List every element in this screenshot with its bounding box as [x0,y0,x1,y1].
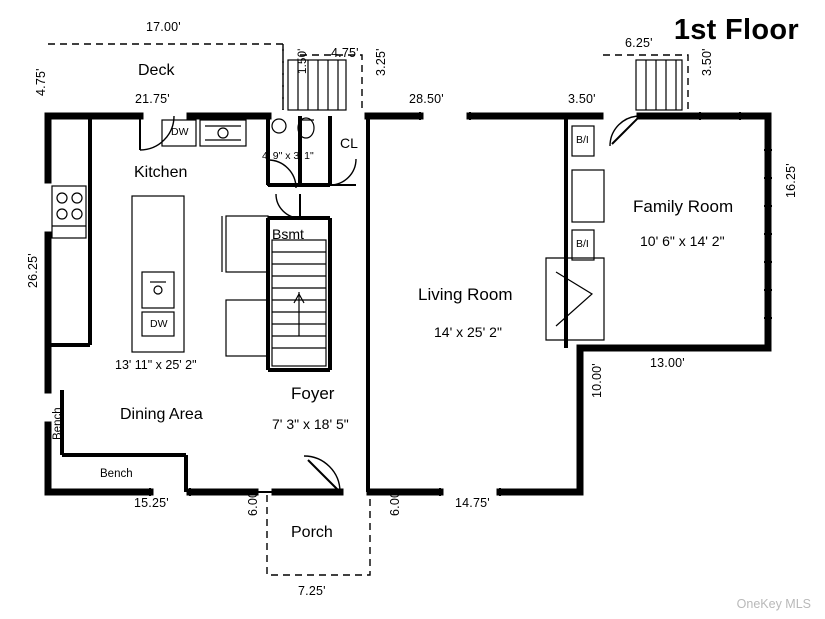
room-label-dining: Dining Area [120,406,203,423]
dim-family-bottom: 13.00' [650,356,685,370]
fixture-details [52,60,772,496]
dim-stair-small: 1.50' [297,48,309,74]
dim-family-right-top: 3.50' [700,48,714,76]
dim-porch-bottom: 7.25' [298,584,326,598]
room-label-family: Family Room [633,197,734,216]
watermark: OneKey MLS [736,597,811,611]
room-label-foyer: Foyer [291,384,335,403]
dim-living-top: 28.50' [409,92,444,106]
dim-deck-left: 4.75' [34,68,48,96]
dim-family-right: 16.25' [784,163,798,198]
dim-front-bottom: 14.75' [455,496,490,510]
dim-dining-bottom: 15.25' [134,496,169,510]
dim-deck-top: 17.00' [146,20,181,34]
fixture-dishwasher-top: DW [171,126,189,138]
dim-porch-right: 6.00' [388,488,402,516]
room-dims-foyer: 7' 3" x 18' 5" [272,416,349,432]
room-dims-living: 14' x 25' 2" [434,324,502,340]
room-label-living: Living Room [418,285,513,304]
room-dims-family: 10' 6" x 14' 2" [640,233,725,249]
fixture-bench-bottom: Bench [100,468,133,480]
room-dims-kitchen: 13' 11" x 25' 2" [115,358,197,372]
dim-living-right-lower: 10.00' [590,363,604,398]
room-label-kitchen: Kitchen [134,164,188,181]
fixture-builtin-lower: B/I [576,238,589,250]
dim-stair-width: 4.75' [331,46,359,60]
room-label-bsmt: Bsmt [272,226,304,242]
dim-left-side: 26.25' [26,253,40,288]
dim-porch-left: 6.00' [246,488,260,516]
dim-living-right-top: 3.50' [568,92,596,106]
fixture-bench-left: Bench [52,407,64,440]
room-label-cl: CL [340,135,358,151]
dim-kitchen-top: 21.75' [135,92,170,106]
fixture-dishwasher-island: DW [150,318,168,330]
dim-stair-right: 3.25' [374,48,388,76]
page-title: 1st Floor [673,14,799,46]
dim-family-top: 6.25' [625,36,653,50]
room-label-deck: Deck [138,62,175,79]
room-dims-bath: 4' 9" x 3' 1" [262,150,314,162]
room-label-porch: Porch [291,524,333,541]
fixture-builtin-upper: B/I [576,134,589,146]
